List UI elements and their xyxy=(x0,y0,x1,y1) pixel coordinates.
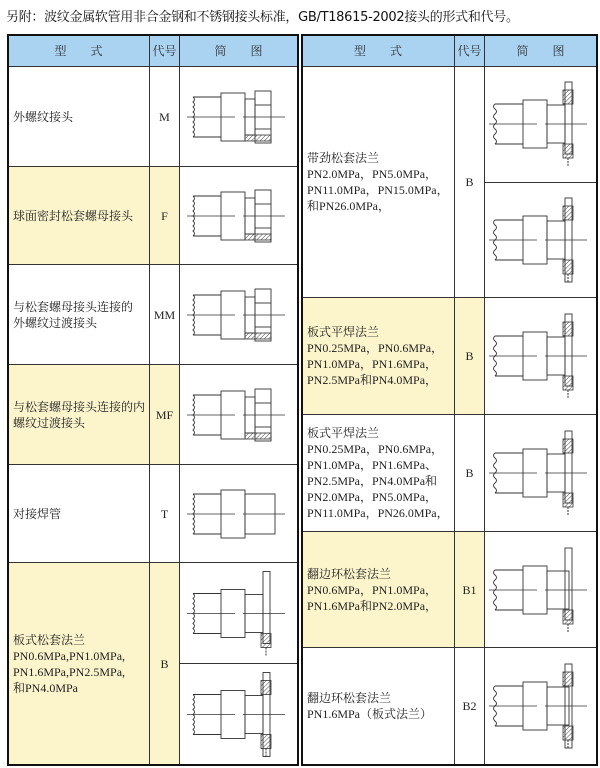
drawing-cell xyxy=(180,167,298,265)
drawing-cell xyxy=(485,415,597,532)
lap-joint-plate-flange-icon xyxy=(487,656,595,756)
cell-text: MM xyxy=(153,307,176,322)
cell-text: B xyxy=(465,349,474,363)
cell-text: 板式松套法兰 PN0.6MPa,PN1.0MPa, PN1.6MPa,PN2.5MPa, 和PN4.0MPa xyxy=(13,632,126,695)
cell-text: B xyxy=(465,466,474,480)
row-type xyxy=(302,298,455,415)
right-header-type xyxy=(302,35,455,67)
male-adapter-icon xyxy=(182,268,296,362)
cell-text: 翻边环松套法兰 PN0.6MPa，PN1.0MPa， PN1.6MPa和PN2.0MPa， xyxy=(307,566,438,613)
female-adapter-icon xyxy=(182,368,296,462)
row-type xyxy=(8,563,150,765)
row-type xyxy=(8,167,150,265)
male-thread-icon xyxy=(182,70,296,164)
row-type xyxy=(302,648,455,765)
row-type xyxy=(8,67,150,167)
drawing-cell xyxy=(180,265,298,365)
cell-text: 型 式 xyxy=(54,43,103,58)
cell-text: 简 图 xyxy=(516,43,565,58)
left-header-type xyxy=(8,35,150,67)
cell-text: 板式平焊法兰 PN0.25MPa，PN0.6MPa， PN1.0MPa，PN1.6MPa、 PN2.5MPa，PN4.0MPa和 PN2.0MPa，PN5.0MPa， PN11.0MPa，PN26.0MPa， xyxy=(307,426,449,520)
drawing-cell xyxy=(485,532,597,648)
drawing-cell xyxy=(180,67,298,167)
drawing-cell xyxy=(485,67,597,183)
cell-text: T xyxy=(160,506,169,521)
cell-text: MF xyxy=(155,407,174,422)
cell-text: M xyxy=(159,109,170,124)
row-code xyxy=(455,532,485,648)
right-header-code xyxy=(455,35,485,67)
neck-flange-icon xyxy=(487,74,595,174)
drawing-cell xyxy=(180,563,298,664)
drawing-cell xyxy=(485,298,597,415)
row-type xyxy=(8,365,150,465)
drawing-cell xyxy=(180,664,298,765)
cell-text: 对接焊管 xyxy=(13,506,62,521)
left-header-code xyxy=(150,35,180,67)
right-header-drawing xyxy=(485,35,597,67)
cell-text: B1 xyxy=(462,582,477,597)
cell-text: 翻边环松套法兰 PN1.6MPa（板式法兰） xyxy=(307,691,433,721)
cell-text: 外螺纹接头 xyxy=(13,109,74,124)
row-code xyxy=(150,265,180,365)
spherical-nut-icon xyxy=(182,170,296,262)
row-type xyxy=(302,67,455,298)
cell-text: B xyxy=(160,656,169,671)
cell-text: 板式平焊法兰 PN0.25MPa，PN0.6MPa， PN1.0MPa，PN1.6MPa， PN2.5MPa和PN4.0MPa， xyxy=(307,325,444,387)
row-code xyxy=(455,67,485,298)
drawing-cell xyxy=(180,465,298,563)
row-type xyxy=(8,265,150,365)
cell-text: 球面密封松套螺母接头 xyxy=(13,208,134,223)
cell-text: B xyxy=(465,175,474,189)
row-type xyxy=(8,465,150,563)
cell-text: B2 xyxy=(462,699,477,713)
loose-flange-welded-icon xyxy=(182,667,296,762)
caption: 另附：波纹金属软管用非合金钢和不锈钢接头标准，GB/T18615-2002接头的形式和代号。 xyxy=(6,10,519,25)
row-code xyxy=(455,298,485,415)
neck-flange-welded-icon xyxy=(487,190,595,290)
cell-text: F xyxy=(161,208,168,223)
drawing-cell xyxy=(180,365,298,465)
row-type xyxy=(302,415,455,532)
cell-text: 型 式 xyxy=(353,43,402,58)
slip-on-flange-2-icon xyxy=(487,423,595,523)
row-code xyxy=(150,465,180,563)
loose-flange-icon xyxy=(182,566,296,661)
slip-on-flange-icon xyxy=(487,306,595,406)
row-code xyxy=(455,415,485,532)
cell-text: 代号 xyxy=(152,43,177,58)
drawing-cell xyxy=(485,183,597,299)
row-code xyxy=(150,365,180,465)
cell-text: 与松套螺母接头连接的内 螺纹过渡接头 xyxy=(13,399,146,430)
cell-text: 代号 xyxy=(457,43,482,58)
lap-joint-flange-icon xyxy=(487,540,595,640)
row-code xyxy=(455,648,485,765)
cell-text: 简 图 xyxy=(214,43,263,58)
row-code xyxy=(150,563,180,765)
drawing-cell xyxy=(485,648,597,765)
weld-pipe-icon xyxy=(182,468,296,560)
row-type xyxy=(302,532,455,648)
row-code xyxy=(150,67,180,167)
left-header-drawing xyxy=(180,35,298,67)
cell-text: 带劲松套法兰 PN2.0MPa，PN5.0MPa， PN11.0MPa，PN15.0MPa， 和PN26.0MPa， xyxy=(307,151,449,213)
row-code xyxy=(150,167,180,265)
cell-text: 与松套螺母接头连接的 外螺纹过渡接头 xyxy=(13,299,134,330)
